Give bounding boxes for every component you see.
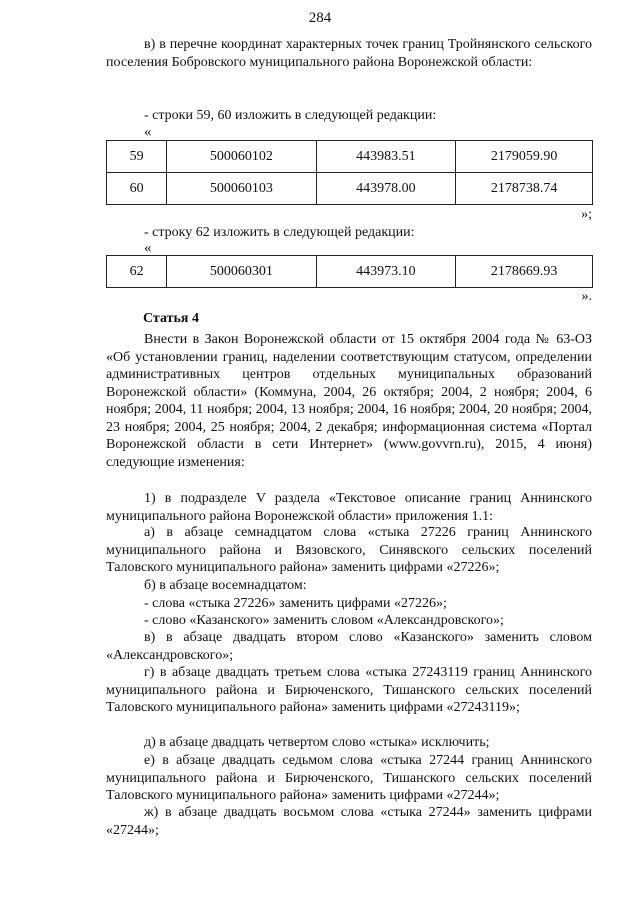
page-number: 284 (308, 10, 332, 26)
item-g: г) в абзаце двадцать третьем слова «стыка 27243119 границ Аннинского муниципального района и Бирюченского, Тишанского сельских поселений Таловского муниципального района» заменить цифрами «27243119»; (106, 665, 592, 715)
table-row (107, 256, 593, 288)
table-row (107, 173, 593, 205)
x-coordinate-cell: 443978.00 (316, 173, 456, 205)
point-id-cell: 500060102 (167, 141, 316, 173)
row-number-cell: 59 (107, 141, 167, 173)
row-number-cell: 60 (107, 173, 167, 205)
item-e: е) в абзаце двадцать седьмом слова «стыка 27244 границ Аннинского муниципального района и Бирюченского, Тишанского сельских поселений Таловского муниципального района» заменить цифрами «27244»; (106, 753, 592, 803)
item-v: в) в абзаце двадцать втором слово «Казанского» заменить словом «Александровского»; (106, 630, 592, 663)
item-1: 1) в подразделе V раздела «Текстовое описание границ Аннинского муниципального района Воронежской области» приложения 1.1: (106, 491, 592, 524)
x-coordinate-cell: 443973.10 (316, 256, 456, 288)
article-intro: Внести в Закон Воронежской области от 15 октября 2004 года № 63-ОЗ «Об установлении границ, наделении соответствующим статусом, определении административных центров отдельных муниципальных образований Воронежской области» (Коммуна, 2004, 26 октября; 2004, 2 ноября; 2004, 6 ноября; 2004, 11 ноября; 2004, 13 ноября; 2004, 16 ноября; 2004, 20 ноября; 2004, 23 ноября; 2004, 25 ноября; 2004, 2 декабря; информационная система «Портал Воронежской области в сети Интернет» (www.govvrn.ru), 2015, 4 июня) следующие изменения: (106, 332, 592, 470)
article-heading: Статья 4 (143, 311, 199, 326)
quote-open-2: « (144, 240, 152, 256)
x-coordinate-cell: 443983.51 (316, 141, 456, 173)
table-row (107, 141, 593, 173)
y-coordinate-cell: 2179059.90 (456, 141, 593, 173)
point-id-cell: 500060301 (167, 256, 316, 288)
table1-closing-quote: »; (581, 207, 592, 222)
coordinates-table-1 (106, 140, 593, 205)
paragraph-v: в) в перечне координат характерных точек границ Тройнянского сельского поселения Бобровского муниципального района Воронежской области: (106, 37, 592, 70)
point-id-cell: 500060103 (167, 173, 316, 205)
table2-closing-quote: ». (581, 289, 592, 304)
item-d: д) в абзаце двадцать четвертом слово «стыка» исключить; (144, 735, 490, 750)
instruction-row-62: - строку 62 изложить в следующей редакции: (144, 225, 415, 240)
row-number-cell: 62 (107, 256, 167, 288)
instruction-rows-59-60: - строки 59, 60 изложить в следующей редакции: (144, 108, 437, 123)
coordinates-table-2 (106, 255, 593, 288)
y-coordinate-cell: 2178738.74 (456, 173, 593, 205)
item-b1: - слова «стыка 27226» заменить цифрами «27226»; (144, 596, 447, 611)
y-coordinate-cell: 2178669.93 (456, 256, 593, 288)
item-a: а) в абзаце семнадцатом слова «стыка 27226 границ Аннинского муниципального района и Вязовского, Синявского сельских поселений Таловского муниципального района» заменить цифрами «27226»; (106, 525, 592, 575)
quote-open-1: « (144, 124, 152, 140)
item-b2: - слово «Казанского» заменить словом «Александровского»; (144, 613, 504, 628)
item-b: б) в абзаце восемнадцатом: (144, 578, 307, 593)
item-zh: ж) в абзаце двадцать восьмом слова «стыка 27244» заменить цифрами «27244»; (106, 805, 592, 838)
